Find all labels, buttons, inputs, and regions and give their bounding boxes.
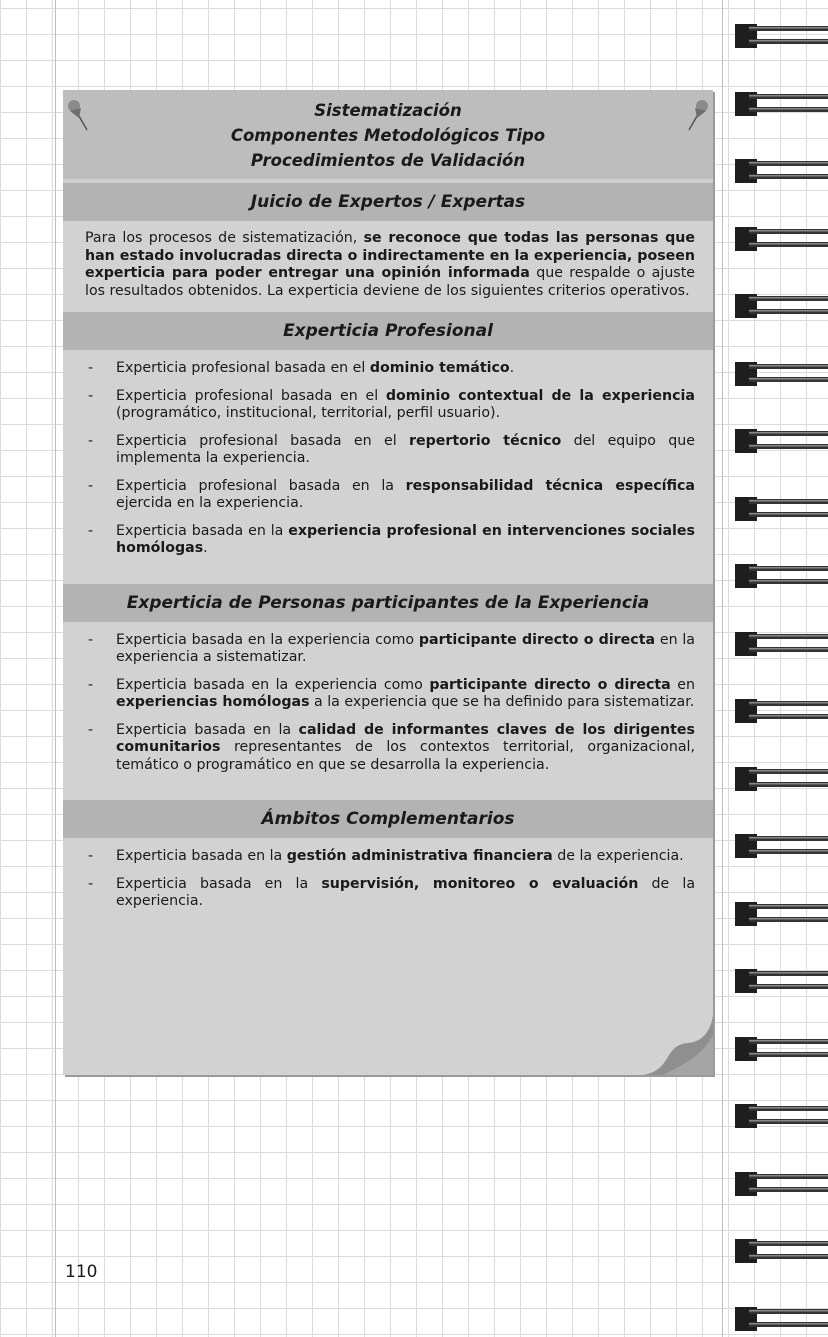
bold-text: se reconoce que todas las personas que han estado involucradas directa o indirectamente en la experiencia, poseen experticia para poder entregar una opinión informada [85,230,695,281]
text: a la experiencia que se ha definido para sistematizar. [309,694,695,710]
binder-ring-icon [735,833,828,859]
page-number: 110 [65,1262,98,1282]
section-title: Juicio de Expertos / Expertas [63,183,713,221]
binder-ring-icon [735,428,828,454]
header-line-2: Componentes Metodológicos Tipo [230,126,546,145]
text: en [670,676,695,693]
binder-ring-icon [735,1238,828,1264]
pushpin-icon [65,98,91,132]
text: Experticia basada en la [116,875,322,892]
content-card [63,90,713,1075]
list-item [85,632,695,667]
binder-ring-icon [735,1103,828,1129]
list-item [85,848,695,866]
text: del equipo que implementa la experiencia. [116,432,695,466]
pushpin-icon [685,98,711,132]
binder-ring-icon [735,361,828,387]
binder-ring-icon [735,1306,828,1332]
margin-line-right [722,0,723,1337]
list-item [85,523,695,558]
text: (programático, institucional, territorial, perfil usuario). [116,405,501,421]
list-item [85,360,695,378]
bold-text: experiencias homólogas [116,694,310,710]
text: . [509,360,515,376]
text: de la experiencia. [116,875,696,909]
header-line-1: Sistematización [314,101,462,120]
list-item [85,876,695,911]
list-item [85,478,695,513]
bold-text: gestión administrativa financiera [286,848,553,864]
bold-text: calidad de informantes claves de los dirigentes comunitarios [116,721,695,755]
binder-ring-icon [735,293,828,319]
bold-text: supervisión, monitoreo o evaluación [321,875,639,892]
binder-ring-icon [735,968,828,994]
bold-text: dominio temático [369,360,510,376]
text: Experticia profesional basada en el [116,387,386,404]
sections [63,183,713,937]
text: Experticia basada en la [116,848,287,864]
text: Experticia profesional basada en la [116,477,406,494]
list-item [85,388,695,423]
text: Experticia basada en la [116,522,289,539]
bullet-list [63,838,713,937]
binder-ring-icon [735,1036,828,1062]
intro-paragraph [63,221,713,312]
text: . [203,540,208,556]
binder-ring-icon [735,563,828,589]
section-title: Ámbitos Complementarios [63,800,713,838]
text: ejercida en la experiencia. [116,495,304,511]
page-curl-decoration [643,1015,713,1075]
bold-text: participante directo o directa [418,631,656,648]
bullet-list [63,622,713,801]
text: Experticia profesional basada en el [116,360,370,376]
section-title: Experticia Profesional [63,312,713,350]
margin-line-left [55,0,56,1337]
text: Experticia basada en la experiencia como [116,676,430,693]
binder-ring-icon [735,226,828,252]
text: Experticia basada en la experiencia como [116,631,419,648]
binder-ring-icon [735,496,828,522]
binder-ring-icon [735,91,828,117]
bold-text: experiencia profesional en intervenciones sociales homólogas [116,522,695,556]
text: Experticia basada en la [116,721,299,738]
binder-ring-icon [735,158,828,184]
header-line-3: Procedimientos de Validación [250,151,526,170]
list-item [85,677,695,712]
bold-text: participante directo o directa [429,676,671,693]
binder-ring-icon [735,23,828,49]
binder-ring-icon [735,1171,828,1197]
bold-text: dominio contextual de la experiencia [385,387,695,404]
text: Para los procesos de sistematización, [85,230,364,246]
card-header [63,90,713,183]
bold-text: responsabilidad técnica específica [405,477,695,494]
list-item [85,722,695,775]
text: representantes de los contextos territorial, organizacional, temático o programático en que se desarrolla la experiencia. [116,739,695,773]
bullet-list [63,350,713,584]
list-item [85,433,695,468]
binder-ring-icon [735,766,828,792]
text: de la experiencia. [552,848,684,864]
text: que respalde o ajuste los resultados obtenidos. La experticia deviene de los siguientes criterios operativos. [85,265,695,299]
binder-ring-icon [735,631,828,657]
text: Experticia profesional basada en el [116,432,409,449]
binder-ring-icon [735,698,828,724]
binder-ring-icon [735,901,828,927]
section-title: Experticia de Personas participantes de la Experiencia [63,584,713,622]
text: en la experiencia a sistematizar. [116,631,695,665]
bold-text: repertorio técnico [409,432,562,449]
